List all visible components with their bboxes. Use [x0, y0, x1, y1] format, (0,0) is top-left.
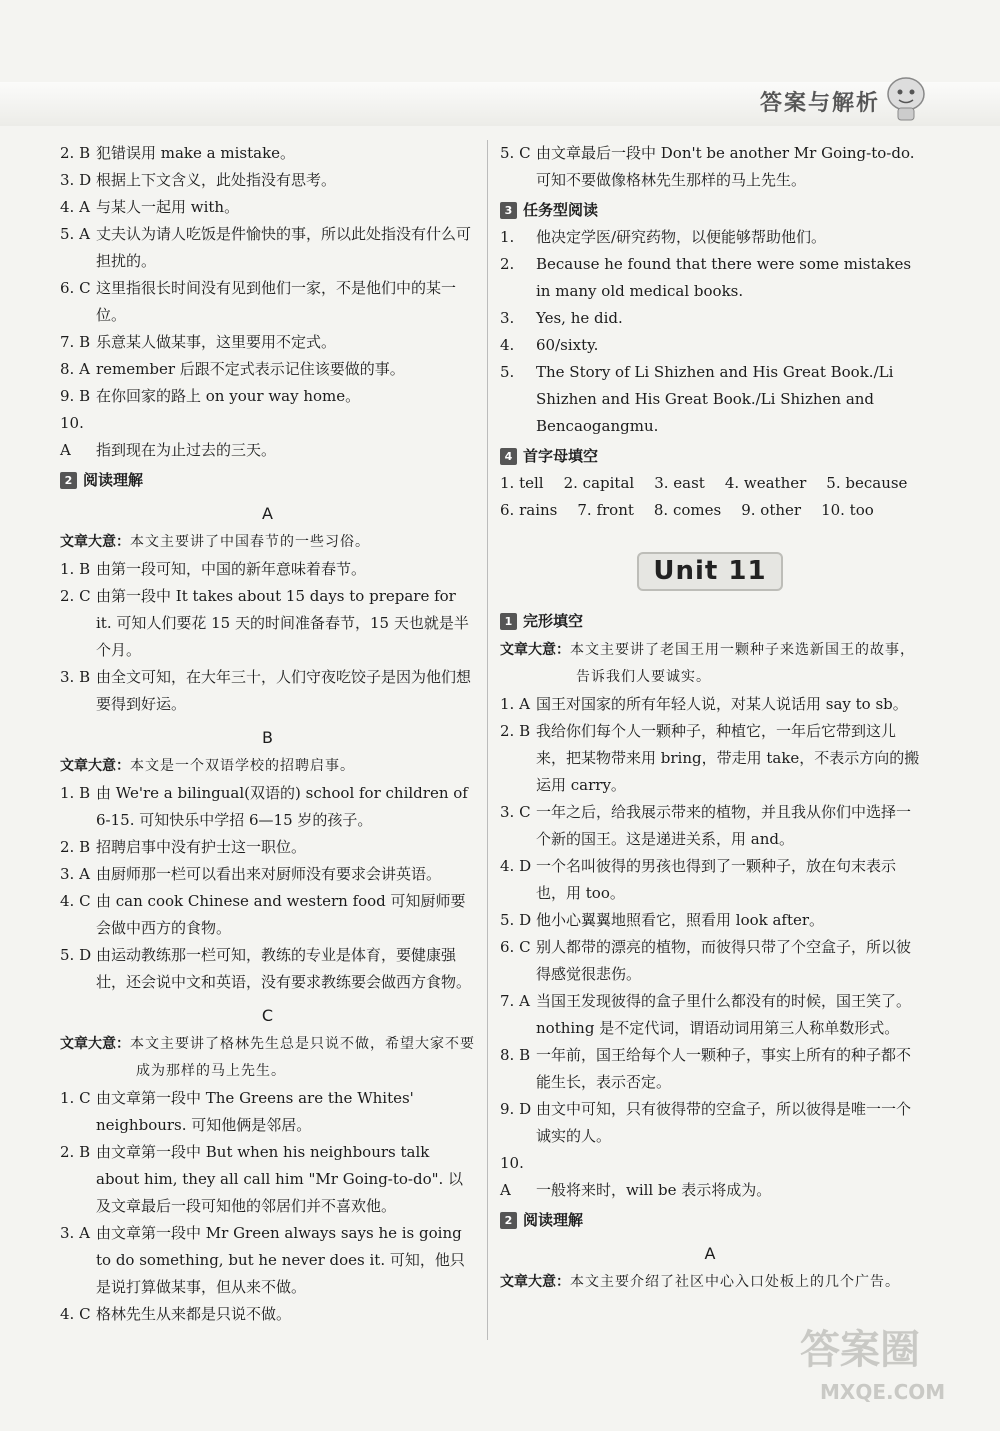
- answer-item: 10. A 指到现在为止过去的三天。: [60, 414, 277, 459]
- answer-item: 8. B 一年前，国王给每个人一颗种子，事实上所有的种子都不能生长，表示否定。: [500, 1046, 912, 1091]
- section-title: 阅读理解: [83, 470, 144, 489]
- answer-item: 7. A 当国王发现彼得的盒子里什么都没有的时候，国王笑了。nothing 是不定代词，谓语动词用第三人称单数形式。: [500, 992, 912, 1037]
- fill-answer: 3. east: [654, 474, 705, 492]
- answer-item: 2. Because he found that there were some mistakes in many old medical books.: [500, 255, 912, 300]
- section-2-icon: 2: [60, 472, 77, 489]
- watermark-title: 答案圈: [800, 1327, 920, 1373]
- answer-item: 2. B 犯错误用 make a mistake。: [60, 144, 296, 162]
- section-heading-reading: [500, 1206, 920, 1234]
- section-4-icon: 4: [500, 448, 517, 465]
- answer-list-top: [60, 140, 475, 464]
- fill-answer: 8. comes: [653, 501, 722, 519]
- fill-answer: 5. because: [826, 474, 908, 492]
- watermark-url: MXQE.COM: [820, 1380, 946, 1404]
- fill-answer-line: [500, 470, 920, 497]
- section-title: 阅读理解: [523, 1210, 584, 1229]
- answer-item: 4. C 格林先生从来都是只说不做。: [60, 1305, 292, 1323]
- section-heading-initial: [500, 442, 920, 470]
- passage-summary: 文章大意：本文主要讲了格林先生总是只说不做，希望大家不要成为那样的马上先生。: [60, 1036, 475, 1079]
- answer-item: 3. A 由厨师那一栏可以看出来对厨师没有要求会讲英语。: [60, 865, 442, 883]
- header-title: 答案与解析: [759, 91, 880, 116]
- answer-item: 5. A 丈夫认为请人吃饭是件愉快的事，所以此处指没有什么可担扰的。: [60, 225, 472, 270]
- passage-label: A: [262, 504, 273, 523]
- column-divider: [487, 140, 488, 1340]
- answer-item: 3. Yes, he did.: [500, 309, 623, 327]
- answer-item: 3. B 由全文可知，在大年三十，人们守夜吃饺子是因为他们想要得到好运。: [60, 668, 472, 713]
- answer-item: 2. B 招聘启事中没有护士这一职位。: [60, 838, 307, 856]
- fill-answer: 2. capital: [563, 474, 635, 492]
- passage-summary: 文章大意：本文是一个双语学校的招聘启事。: [60, 758, 355, 774]
- answer-item: 1. C 由文章第一段中 The Greens are the Whites' neighbours. 可知他俩是邻居。: [60, 1089, 414, 1134]
- passage-summary: 文章大意：本文主要讲了老国王用一颗种子来选新国王的故事，告诉我们人要诚实。: [500, 642, 915, 685]
- mascot-icon: [882, 72, 930, 122]
- fill-answer: 1. tell: [500, 474, 544, 492]
- page-header: [0, 0, 1000, 150]
- section-title: 首字母填空: [523, 446, 599, 465]
- answer-item: 1. A 国王对国家的所有年轻人说，对某人说话用 say to sb。: [500, 695, 908, 713]
- passage-label: A: [704, 1244, 716, 1263]
- passage-label: B: [262, 728, 273, 747]
- passage-summary: 文章大意：本文主要介绍了社区中心入口处板上的几个广告。: [500, 1274, 900, 1290]
- answer-item: 7. B 乐意某人做某事，这里要用不定式。: [60, 333, 337, 351]
- answer-item: 6. C 这里指很长时间没有见到他们一家，不是他们中的某一位。: [60, 279, 457, 324]
- section-heading-cloze: [500, 607, 920, 635]
- unit-heading: [500, 554, 920, 589]
- answer-item: 3. D 根据上下文含义，此处指没有思考。: [60, 171, 337, 189]
- answer-item: 2. C 由第一段中 It takes about 15 days to prepare for it. 可知人们要花 15 天的时间准备春节，15 天也就是半个月。: [60, 587, 469, 659]
- answer-item: 4. A 与某人一起用 with。: [60, 198, 240, 216]
- answer-item: 5. D 由运动教练那一栏可知，教练的专业是体育，要健康强壮，还会说中文和英语，没有要求教练要会做西方食物。: [60, 946, 472, 991]
- section-heading-task: [500, 196, 920, 224]
- answer-item: 3. C 一年之后，给我展示带来的植物，并且我从你们中选择一个新的国王。这是递进关系，用 and。: [500, 803, 912, 848]
- answer-item: 1. B 由第一段可知，中国的新年意味着春节。: [60, 560, 367, 578]
- fill-answer-line: [500, 497, 920, 524]
- answer-item: 4. C 由 can cook Chinese and western food 可知厨师要会做中西方的食物。: [60, 892, 466, 937]
- answer-item: 6. C 别人都带的漂亮的植物，而彼得只带了个空盒子，所以彼得感觉很悲伤。: [500, 938, 912, 983]
- answer-item: 4. 60/sixty.: [500, 336, 599, 354]
- fill-answer: 7. front: [577, 501, 634, 519]
- answer-item: 3. A 由文章第一段中 Mr Green always says he is going to do something, but he never does it. 可知，他只是说打算做某事，但从来不做。: [60, 1224, 465, 1296]
- answer-item: 4. D 一个名叫彼得的男孩也得到了一颗种子，放在句末表示也，用 too。: [500, 857, 897, 902]
- section-1-icon: 1: [500, 613, 517, 630]
- section-title: 完形填空: [523, 611, 584, 630]
- answer-item: 10. A 一般将来时，will be 表示将成为。: [500, 1154, 772, 1199]
- fill-answer: 10. too: [821, 501, 874, 519]
- answer-item: 8. A remember 后跟不定式表示记住该要做的事。: [60, 360, 405, 378]
- answer-item: 5. C 由文章最后一段中 Don't be another Mr Going-to-do. 可知不要做像格林先生那样的马上先生。: [500, 144, 915, 189]
- left-column: [60, 140, 475, 1328]
- watermark-logo: [790, 1311, 980, 1411]
- passage-summary: 文章大意：本文主要讲了中国春节的一些习俗。: [60, 534, 370, 550]
- section-2-icon: 2: [500, 1212, 517, 1229]
- answer-item: 1. 他决定学医/研究药物，以便能够帮助他们。: [500, 228, 827, 246]
- section-title: 任务型阅读: [523, 200, 599, 219]
- section-3-icon: 3: [500, 202, 517, 219]
- answer-item: 9. B 在你回家的路上 on your way home。: [60, 387, 361, 405]
- answer-item: 1. B 由 We're a bilingual(双语的) school for children of 6-15. 可知快乐中学招 6—15 岁的孩子。: [60, 784, 468, 829]
- answer-item: 5. D 他小心翼翼地照看它，照看用 look after。: [500, 911, 825, 929]
- answer-item: 5. The Story of Li Shizhen and His Great Book./Li Shizhen and His Great Book./Li Shizhen and Bencaogangmu.: [500, 363, 894, 435]
- section-heading-reading: [60, 466, 475, 494]
- fill-answer: 6. rains: [500, 501, 558, 519]
- answer-item: 9. D 由文中可知，只有彼得带的空盒子，所以彼得是唯一一个诚实的人。: [500, 1100, 912, 1145]
- passage-label: C: [261, 1006, 274, 1025]
- answer-item: 2. B 由文章第一段中 But when his neighbours talk about him, they all call him "Mr Going-to-do". 以及文章最后一段可知他的邻居们并不喜欢他。: [60, 1143, 464, 1215]
- unit-title: Unit 11: [639, 554, 780, 589]
- answer-item: 2. B 我给你们每个人一颗种子，种植它，一年后它带到这儿来，把某物带来用 bring，带走用 take，不表示方向的搬运用 carry。: [500, 722, 920, 794]
- right-column: [500, 140, 920, 1296]
- fill-answer: 9. other: [741, 501, 802, 519]
- fill-answer: 4. weather: [724, 474, 807, 492]
